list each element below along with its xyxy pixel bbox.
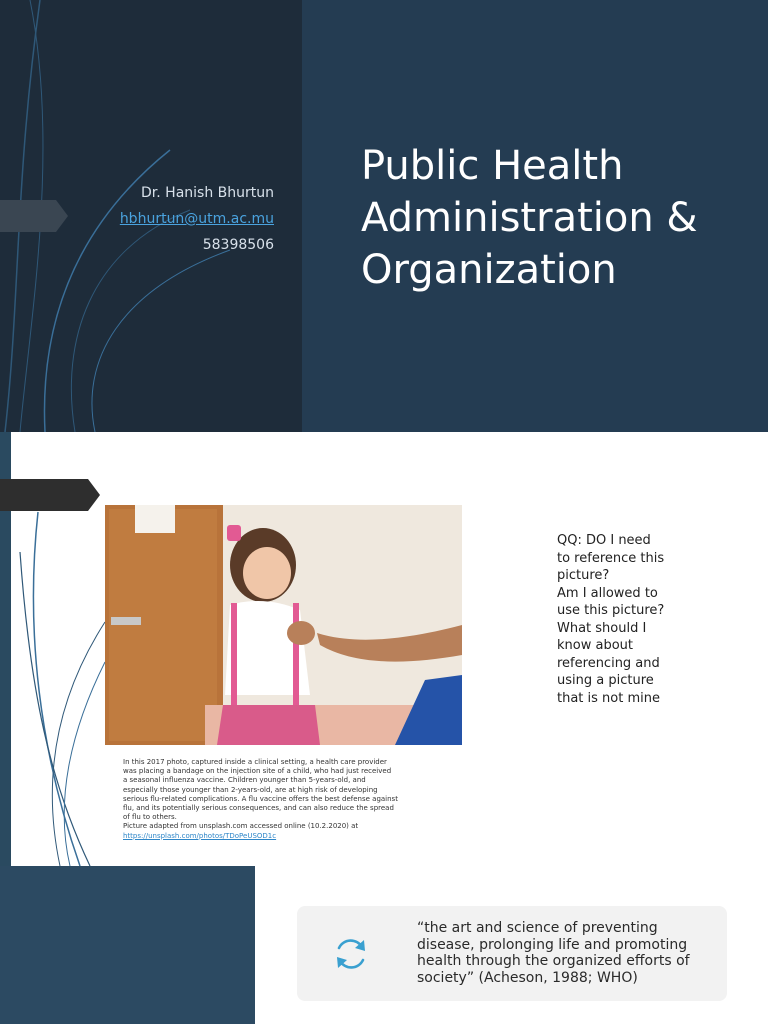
author-info [120,180,274,258]
caption-line: In this 2017 photo, captured inside a clinical setting, a health care provider [123,758,387,766]
author-name: Dr. Hanish Bhurtun [141,185,274,201]
definition-slide [0,866,768,1024]
quick-question-text: QQ: DO I need to reference this picture? Am I allowed to use this picture? What should I know about referencing and using a picture that is not mine [557,533,665,706]
author-phone: 58398506 [202,237,274,253]
caption-line: especially those younger than 2-years-old, are at high risk of developing [123,785,378,794]
left-color-block [0,866,255,1024]
slide-title: Public Health Administration & Organization [361,143,698,293]
unsplash-source-link[interactable]: https://unsplash.com/photos/TDoPeUSOD1c [123,831,277,840]
caption-line: a seasonal influenza vaccine. Children younger than 5-years-old, and [123,776,366,785]
caption-line: was placing a bandage on the injection site of a child, who had just received [123,767,392,776]
photo-slide [0,432,768,866]
author-email-link[interactable]: hbhurtun@utm.ac.mu [119,211,274,227]
caption-line: Picture adapted from unsplash.com accessed online (10.2.2020) at [123,822,359,831]
title-slide [0,0,768,432]
arrow-tab-icon [0,200,68,232]
caption-line: flu, and its potentially serious consequences, and can also reduce the spread [123,804,394,813]
photo-caption [123,758,435,841]
child-vaccination-photo [105,505,462,745]
cycle-arrows-icon [331,934,371,974]
caption-line: serious flu-related complications. A flu vaccine offers the best defense against [123,794,398,803]
arrow-tab-icon [0,479,100,511]
public-health-definition-quote: “the art and science of preventing disease, prolonging life and promoting health through the organized efforts of society” (Acheson, 1988; WHO) [417,920,690,986]
quote-card [297,906,727,1001]
caption-line: of flu to others. [123,813,177,822]
